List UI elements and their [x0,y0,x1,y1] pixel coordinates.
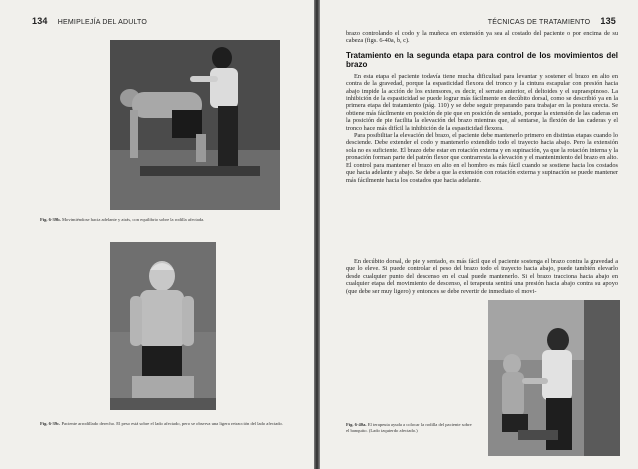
left-running-head [32,16,147,26]
fig-39b-caption [40,217,290,223]
body-paragraph-3: En decúbito dorsal, de pie y sentado, es más fácil que el paciente sostenga el brazo contra la gravedad a que lo eleve. Si puede controlar el peso del brazo todo el trayecto hacia abajo, puede también elevarlo desde cualquier punto del descenso en el cual puede mantenerlo. Si el brazo tracciona hacia abajo en cualquier etapa del movimiento de descenso, el terapeuta sentirá una presión hacia abajo contra su apoyo (que debe ser muy ligero) y entonces se debe revertir de inmediato el movi- [346,258,618,295]
fig-39b-caption-text: Movimiéndose hacia adelante y atrás, con equilibrio sobre la rodilla afectada. [61,217,205,222]
body-paragraph-1: En esta etapa el paciente todavía tiene mucha dificultad para levantar y sostener el brazo en alto en contra de la gravedad, porque la espasticidad flexora del tronco y la cintura escapular con presión hacia abajo impide la acción de los extensores, es decir, el serrato anterior, el deltoides y el supraespinoso. La inhibición de la espasticidad se puede lograr más fácilmente en decúbito dorsal, como se describió ya en la primera etapa del tratamiento (pág. 110) y se debe seguir preparando para trabajar en la postura erecta. Se obtiene más fácilmente en posición de pie que en posición de sentado, porque la extensión de las caderas en la posición de pie facilita la elevación del brazo mientras que, al sentarse, la flexión de las caderas y el tronco hace más difícil la inhibición de la espasticidad flexora. [346,72,618,132]
body-paragraph-2: Para posibilitar la elevación del brazo, el paciente debe mantenerlo primero en distintas etapas cuando lo desciende. Debe extender el codo y mantenerlo extendido todo el trayecto hacia abajo. Pero la extensión sola no es suficiente. El brazo debe estar en rotación externa y en supinación, ya que la rotación interna y la pronación forman parte del patrón flexor que contrarresta la elevación y el mantenimiento del brazo en alto. El control para mantener el brazo en alto en el hombro es más fácil cuando se sostiene hacia los costados que hacia adelante y abajo. Se debe a que la extensión con rotación externa y supinación se puede mantener más fácilmente hacia los costados que hacia adelante. [346,132,618,184]
fig-40a-caption-text: El terapeuta ayuda a colocar la rodilla del paciente sobre el banquito. (Lado izquierdo afectado.) [346,422,472,433]
right-running-head-text: TÉCNICAS DE TRATAMIENTO [487,19,591,26]
fig-39c-photo [110,242,216,410]
fig-40a-label: Fig. 6-40a. [346,422,367,427]
fig-39c-caption [40,421,295,427]
right-page [320,0,638,469]
fig-39b-photo [110,40,280,210]
fig-39c-caption-text: Paciente arrodillado derecho. El peso está sobre el lado afectado, pero se observa una ligera retracción del lado afectado. [61,421,283,426]
fig-39b-label: Fig. 6-39b. [40,217,61,222]
fig-39c-label: Fig. 6-39c. [40,421,61,426]
fig-40a-photo [488,300,620,456]
left-page [0,0,314,469]
left-page-number: 134 [32,16,48,26]
intro-paragraph: brazo controlando el codo y la muñeca en extensión ya sea al costado del paciente o por encima de su cabeza (figs. 6-40a, b, c). [346,30,618,45]
section-subhead: Tratamiento en la segunda etapa para control de los movimientos del brazo [346,50,618,69]
right-running-head [488,16,616,26]
fig-39c-illustration [110,242,216,410]
fig-39b-illustration [110,40,280,210]
right-body-text [346,30,618,184]
fig-40a-caption [346,422,474,434]
right-page-number: 135 [600,16,616,26]
left-running-head-text: HEMIPLEJÍA DEL ADULTO [57,19,148,26]
fig-40a-illustration [488,300,620,456]
